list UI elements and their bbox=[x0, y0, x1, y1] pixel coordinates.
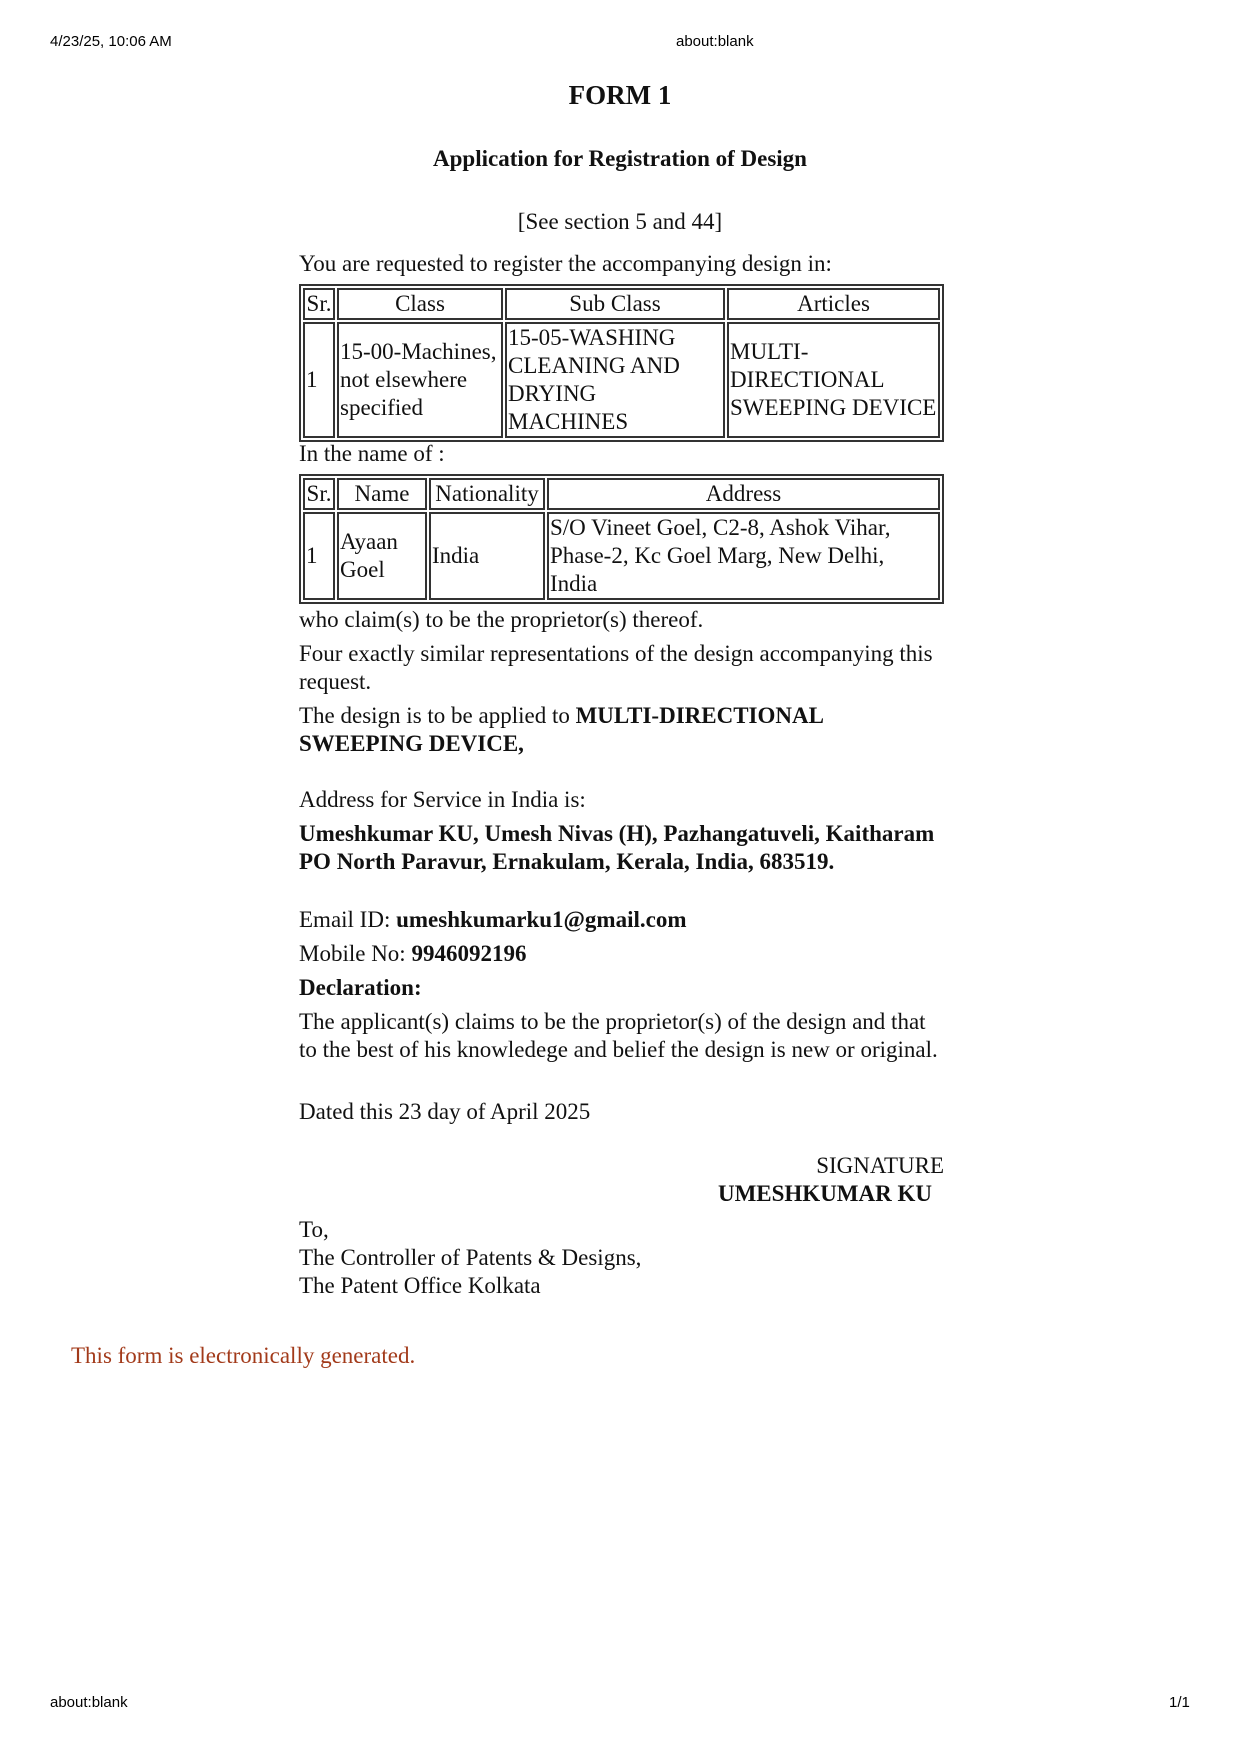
service-address bbox=[299, 820, 944, 876]
email-line bbox=[299, 906, 944, 934]
column-header-articles: Articles bbox=[727, 288, 940, 320]
column-header-class: Class bbox=[337, 288, 503, 320]
applied-to-paragraph bbox=[299, 702, 944, 758]
signature-name: UMESHKUMAR KU bbox=[717, 1181, 932, 1206]
form-section-reference: [See section 5 and 44] bbox=[517, 209, 723, 234]
column-header-sr: Sr. bbox=[303, 478, 335, 510]
addressee-line-1: To, bbox=[299, 1217, 329, 1242]
table-row bbox=[303, 322, 940, 438]
addressee-line-2: The Controller of Patents & Designs, bbox=[299, 1245, 642, 1270]
cell-nationality: India bbox=[429, 512, 545, 600]
cell-sr: 1 bbox=[303, 512, 335, 600]
mobile-value: 9946092196 bbox=[411, 941, 527, 966]
cell-address: S/O Vineet Goel, C2-8, Ashok Vihar, Phase-2, Kc Goel Marg, New Delhi, India bbox=[547, 512, 940, 600]
print-header-datetime: 4/23/25, 10:06 AM bbox=[50, 33, 172, 50]
dated-text: Dated this 23 day of April 2025 bbox=[299, 1099, 591, 1124]
service-label: Address for Service in India is: bbox=[299, 787, 586, 812]
declaration-heading-text: Declaration: bbox=[299, 975, 422, 1000]
print-footer-url: about:blank bbox=[50, 1694, 128, 1711]
cell-name: Ayaan Goel bbox=[337, 512, 427, 600]
intro-text: You are requested to register the accompanying design in: bbox=[299, 251, 832, 276]
service-address-text: Umeshkumar KU, Umesh Nivas (H), Pazhangatuveli, Kaitharam PO North Paravur, Ernakulam, Kerala, India, 683519. bbox=[299, 821, 935, 874]
design-table-header-row bbox=[303, 288, 940, 320]
signature-label: SIGNATURE bbox=[816, 1153, 944, 1178]
addressee-line-3: The Patent Office Kolkata bbox=[299, 1273, 541, 1298]
proprietor-table bbox=[299, 474, 944, 604]
electronic-generation-note: This form is electronically generated. bbox=[71, 1343, 416, 1368]
column-header-sr: Sr. bbox=[303, 288, 335, 320]
claim-text: who claim(s) to be the proprietor(s) thereof. bbox=[299, 607, 704, 632]
cell-sr: 1 bbox=[303, 322, 335, 438]
proprietor-table-header-row bbox=[303, 478, 940, 510]
applied-to-value: MULTI-DIRECTIONAL SWEEPING DEVICE, bbox=[299, 703, 823, 756]
cell-sub-class: 15-05-WASHING CLEANING AND DRYING MACHINES bbox=[505, 322, 725, 438]
mobile-line bbox=[299, 940, 944, 968]
design-table-wrapper bbox=[299, 284, 944, 442]
mobile-label: Mobile No: bbox=[299, 941, 412, 966]
column-header-sub-class: Sub Class bbox=[505, 288, 725, 320]
email-value: umeshkumarku1@gmail.com bbox=[396, 907, 687, 932]
representations-text: Four exactly similar representations of the design accompanying this request. bbox=[299, 641, 933, 694]
cell-articles: MULTI-DIRECTIONAL SWEEPING DEVICE bbox=[727, 322, 940, 438]
name-intro-text: In the name of : bbox=[299, 441, 445, 466]
email-label: Email ID: bbox=[299, 907, 397, 932]
applied-to-prefix: The design is to be applied to bbox=[299, 703, 576, 728]
proprietor-table-wrapper bbox=[299, 474, 944, 604]
cell-class: 15-00-Machines, not elsewhere specified bbox=[337, 322, 503, 438]
print-header-url: about:blank bbox=[676, 33, 754, 50]
form-title: FORM 1 bbox=[568, 80, 672, 110]
column-header-address: Address bbox=[547, 478, 940, 510]
print-footer-page-number: 1/1 bbox=[1169, 1694, 1190, 1711]
design-table bbox=[299, 284, 944, 442]
declaration-text: The applicant(s) claims to be the proprietor(s) of the design and that to the best of his knowledege and belief the design is new or original. bbox=[299, 1009, 938, 1062]
signature-block bbox=[299, 1152, 944, 1208]
declaration-heading bbox=[299, 974, 944, 1002]
addressee-block bbox=[299, 1216, 944, 1300]
form-subtitle: Application for Registration of Design bbox=[433, 146, 807, 171]
table-row bbox=[303, 512, 940, 600]
column-header-name: Name bbox=[337, 478, 427, 510]
column-header-nationality: Nationality bbox=[429, 478, 545, 510]
